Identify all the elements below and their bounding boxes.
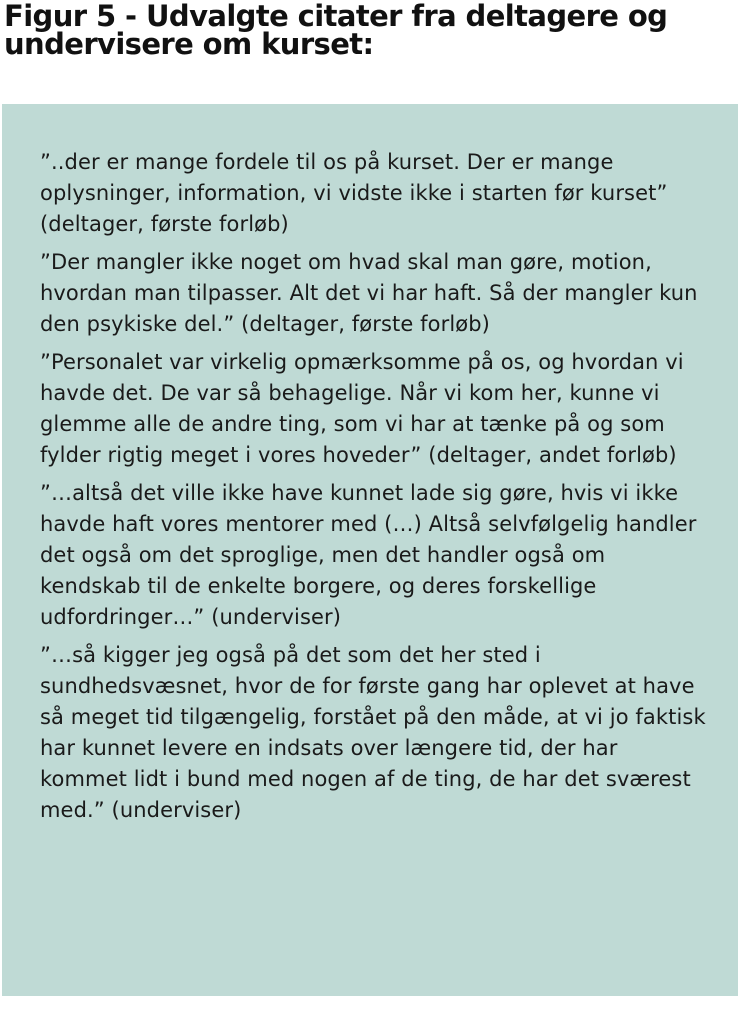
- quote-5: ”…så kigger jeg også på det som det her sted i sundhedsvæsnet, hvor de for første gang har oplevet at have så meget tid tilgængelig, forstået på den måde, at vi jo faktisk har kunnet levere en indsats over længere tid, der har kommet lidt i bund med nogen af de ting, de har det sværest med.” (underviser): [40, 643, 706, 822]
- quote-1: ”..der er mange fordele til os på kurset. Der er mange oplysninger, information, vi vidste ikke i starten før kurset” (deltager, første forløb): [40, 150, 668, 236]
- quote-box: [2, 104, 738, 996]
- quote-4: ”…altså det ville ikke have kunnet lade sig gøre, hvis vi ikke havde haft vores mentorer med (…) Altså selvfølgelig handler det også om det sproglige, men det handler også om kendskab til de enkelte borgere, og deres forskellige udfordringer…” (underviser): [40, 481, 697, 629]
- quote-2: ”Der mangler ikke noget om hvad skal man gøre, motion, hvordan man tilpasser. Alt det vi har haft. Så der mangler kun den psykiske del.” (deltager, første forløb): [40, 250, 698, 336]
- quote-3: ”Personalet var virkelig opmærksomme på os, og hvordan vi havde det. De var så behagelige. Når vi kom her, kunne vi glemme alle de andre ting, som vi har at tænke på og som fylder rigtig meget i vores hoveder” (deltager, andet forløb): [40, 350, 684, 467]
- figure-title: Figur 5 - Udvalgte citater fra deltagere og undervisere om kurset:: [4, 0, 668, 61]
